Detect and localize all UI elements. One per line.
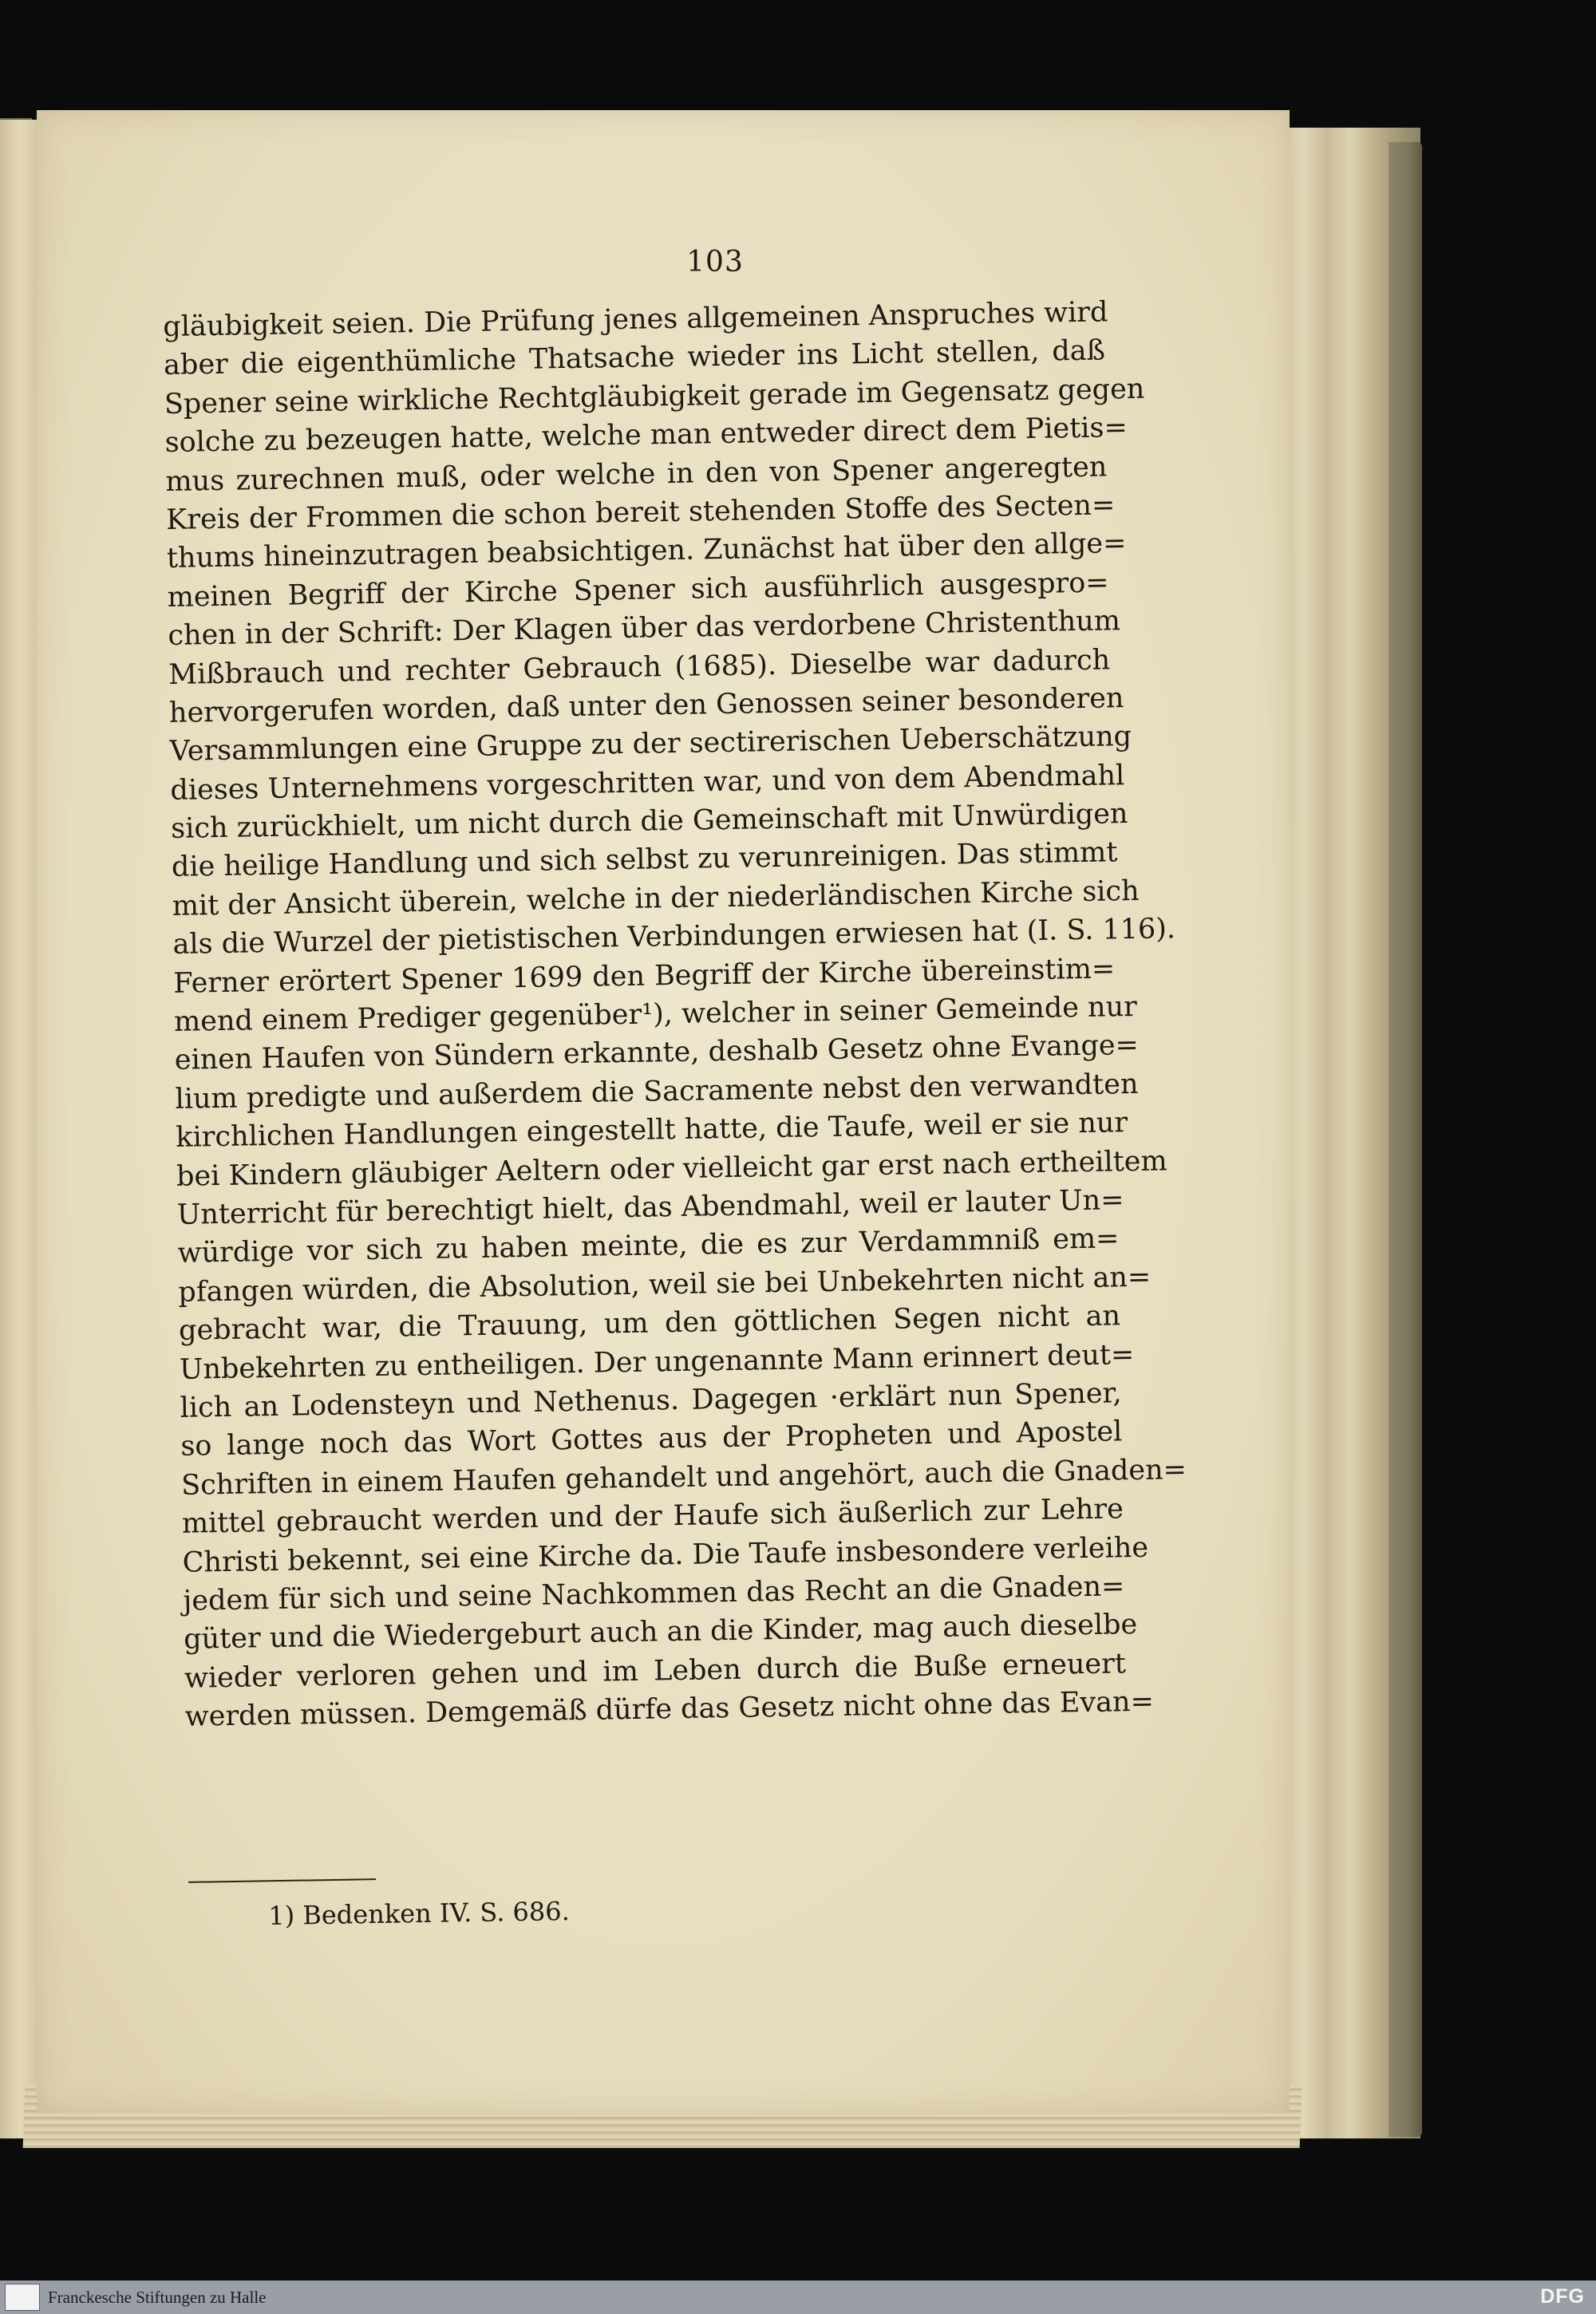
page-number: 103	[686, 246, 744, 278]
text-line: sich zurückhielt, um nicht durch die Gemeinschaft mit Unwürdigen	[170, 798, 1128, 845]
text-line: dieses Unternehmens vorgeschritten war, und von dem Abendmahl	[170, 759, 1125, 807]
text-line: mit der Ansicht überein, welche in der niederländischen Kirche sich	[172, 875, 1140, 922]
viewer-footer	[0, 2280, 1596, 2314]
text-line: mittel gebraucht werden und der Haufe sich äußerlich zur Lehre	[181, 1493, 1124, 1540]
text-line: wieder verloren gehen und im Leben durch die Buße erneuert	[184, 1647, 1127, 1695]
text-line: pfangen würden, die Absolution, weil sie bei Unbekehrten nicht an=	[178, 1261, 1152, 1309]
footnote-rule	[188, 1878, 376, 1883]
text-line: als die Wurzel der pietistischen Verbindungen erwiesen hat (I. S. 116).	[172, 913, 1176, 962]
text-line: die heilige Handlung und sich selbst zu verunreinigen. Das stimmt	[171, 836, 1118, 884]
text-line: mus zurechnen muß, oder welche in den von Spener angeregten	[165, 451, 1108, 498]
text-line: Versammlungen eine Gruppe zu der sectirerischen Ueberschätzung	[169, 721, 1132, 768]
text-line: gläubigkeit seien. Die Prüfung jenes allgemeinen Anspruches wird	[163, 296, 1108, 343]
text-line: Mißbrauch und rechter Gebrauch (1685). Dieselbe war dadurch	[168, 643, 1111, 691]
text-line: mend einem Prediger gegenüber¹), welcher in seiner Gemeinde nur	[173, 990, 1138, 1038]
text-line: aber die eigenthümliche Thatsache wieder ins Licht stellen, daß	[163, 334, 1106, 382]
text-line: güter und die Wiedergeburt auch an die Kinder, mag auch dieselbe	[183, 1609, 1138, 1657]
text-line: hervorgerufen worden, daß unter den Genossen seiner besonderen	[168, 682, 1124, 729]
text-line: würdige vor sich zu haben meinte, die es zur Verdammniß em=	[177, 1222, 1120, 1270]
text-line: Unterricht für berechtigt hielt, das Abendmahl, weil er lauter Un=	[176, 1184, 1124, 1231]
text-line: thums hineinzutragen beabsichtigen. Zunächst hat über den allge=	[166, 527, 1127, 575]
book-cover-right	[1389, 142, 1422, 2137]
book-page	[37, 110, 1290, 2113]
institution-name[interactable]: Franckesche Stiftungen zu Halle	[48, 2288, 267, 2307]
text-line: Kreis der Frommen die schon bereit stehenden Stoffe des Secten=	[165, 489, 1116, 536]
institution-logo[interactable]	[5, 2284, 40, 2311]
text-line: solche zu bezeugen hatte, welche man entweder direct dem Pietis=	[164, 412, 1128, 460]
text-line: kirchlichen Handlungen eingestellt hatte, die Taufe, weil er sie nur	[176, 1107, 1128, 1155]
text-line: so lange noch das Wort Gottes aus der Propheten und Apostel	[180, 1416, 1123, 1463]
text-line: gebracht war, die Trauung, um den göttlichen Segen nicht an	[178, 1300, 1121, 1347]
body-text	[163, 293, 1187, 1736]
text-line: Ferner erörtert Spener 1699 den Begriff der Kirche übereinstim=	[172, 953, 1116, 1000]
text-line: jedem für sich und seine Nachkommen das Recht an die Gnaden=	[183, 1570, 1125, 1617]
text-line: Christi bekennt, sei eine Kirche da. Die Taufe insbesondere verleihe	[182, 1531, 1149, 1579]
text-line: lium predigte und außerdem die Sacramente nebst den verwandten	[175, 1068, 1139, 1116]
text-line: lich an Lodensteyn und Nethenus. Dagegen ·erklärt nun Spener,	[180, 1377, 1122, 1424]
text-line: chen in der Schrift: Der Klagen über das verdorbene Christenthum	[168, 605, 1121, 653]
text-line: bei Kindern gläubiger Aeltern oder vielleicht gar erst nach ertheiltem	[176, 1144, 1167, 1193]
text-line: einen Haufen von Sündern erkannte, deshalb Gesetz ohne Evange=	[174, 1029, 1140, 1077]
footnote: 1) Bedenken IV. S. 686.	[268, 1896, 571, 1931]
text-line: Unbekehrten zu entheiligen. Der ungenannte Mann erinnert deut=	[179, 1338, 1135, 1386]
text-line: werden müssen. Demgemäß dürfe das Gesetz nicht ohne das Evan=	[184, 1685, 1155, 1733]
left-page-edge	[0, 120, 38, 2138]
dfg-logo[interactable]: DFG	[1540, 2285, 1585, 2308]
text-line: meinen Begriff der Kirche Spener sich ausführlich ausgespro=	[167, 567, 1109, 614]
text-line: Schriften in einem Haufen gehandelt und angehört, auch die Gnaden=	[180, 1453, 1187, 1502]
text-line: Spener seine wirkliche Rechtgläubigkeit gerade im Gegensatz gegen	[164, 373, 1145, 421]
